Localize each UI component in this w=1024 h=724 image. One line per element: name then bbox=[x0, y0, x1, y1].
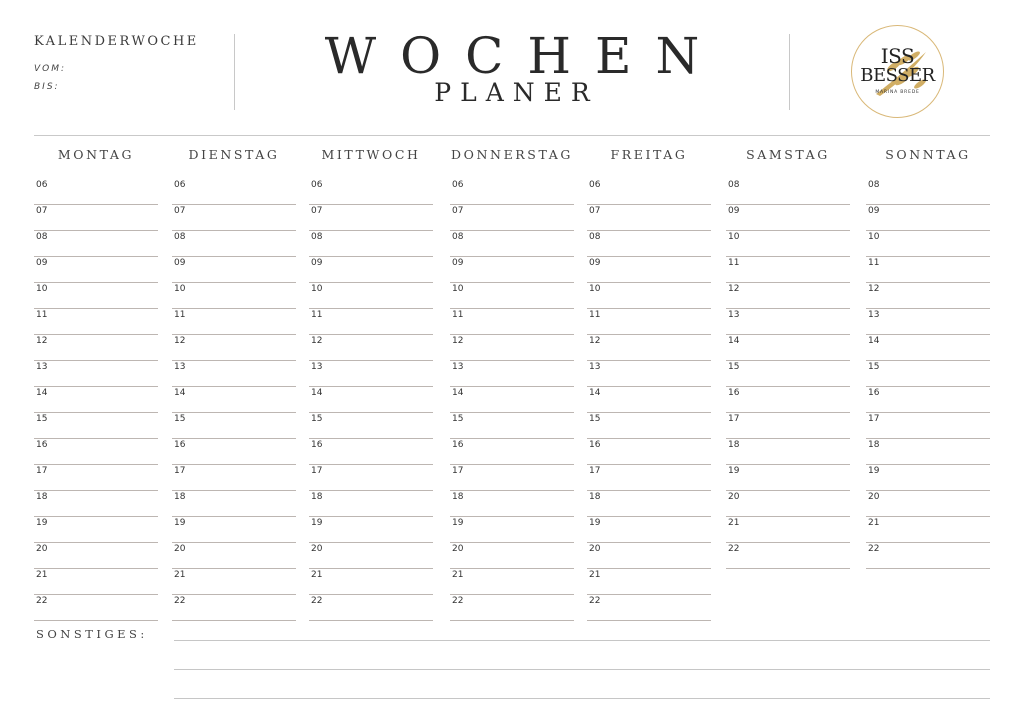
time-slot[interactable]: 16 bbox=[726, 387, 850, 413]
time-slot[interactable]: 22 bbox=[587, 595, 711, 621]
time-slot[interactable]: 16 bbox=[309, 439, 433, 465]
time-slot[interactable]: 14 bbox=[309, 387, 433, 413]
time-slot[interactable]: 15 bbox=[587, 413, 711, 439]
time-slot[interactable]: 11 bbox=[172, 309, 296, 335]
time-slot[interactable]: 06 bbox=[34, 179, 158, 205]
brand-logo bbox=[851, 25, 944, 118]
time-slot[interactable]: 09 bbox=[450, 257, 574, 283]
time-slot[interactable]: 11 bbox=[726, 257, 850, 283]
logo-brand-name: MARINA BREDE bbox=[875, 90, 920, 95]
time-slot[interactable]: 21 bbox=[172, 569, 296, 595]
time-slot[interactable]: 07 bbox=[309, 205, 433, 231]
day-column bbox=[172, 147, 296, 606]
time-slot[interactable]: 13 bbox=[172, 361, 296, 387]
time-slot[interactable]: 06 bbox=[450, 179, 574, 205]
time-slot[interactable]: 15 bbox=[172, 413, 296, 439]
calendar-week-label: KALENDERWOCHE bbox=[34, 34, 199, 49]
time-slots bbox=[309, 179, 433, 621]
day-column bbox=[726, 147, 850, 554]
time-slot[interactable]: 17 bbox=[34, 465, 158, 491]
time-slot[interactable]: 08 bbox=[172, 231, 296, 257]
time-slot[interactable]: 17 bbox=[726, 413, 850, 439]
time-slot[interactable]: 18 bbox=[34, 491, 158, 517]
day-name: DIENSTAG bbox=[188, 147, 280, 162]
day-name: SAMSTAG bbox=[746, 147, 830, 162]
day-column bbox=[34, 147, 158, 606]
time-slot[interactable]: 11 bbox=[309, 309, 433, 335]
time-slot[interactable]: 19 bbox=[866, 465, 990, 491]
time-slot[interactable]: 21 bbox=[309, 569, 433, 595]
day-name: SONNTAG bbox=[885, 147, 971, 162]
time-slot[interactable]: 15 bbox=[34, 413, 158, 439]
time-slot[interactable]: 20 bbox=[172, 543, 296, 569]
time-slot[interactable]: 19 bbox=[34, 517, 158, 543]
time-slot[interactable]: 10 bbox=[450, 283, 574, 309]
time-slot[interactable]: 15 bbox=[450, 413, 574, 439]
time-slot[interactable]: 13 bbox=[450, 361, 574, 387]
time-slot[interactable]: 16 bbox=[34, 439, 158, 465]
time-slot[interactable]: 09 bbox=[726, 205, 850, 231]
time-slot[interactable]: 10 bbox=[309, 283, 433, 309]
time-slot[interactable]: 20 bbox=[309, 543, 433, 569]
time-slot[interactable]: 11 bbox=[866, 257, 990, 283]
time-slot[interactable]: 16 bbox=[172, 439, 296, 465]
logo-line-1: ISS bbox=[880, 44, 915, 68]
time-slot[interactable]: 16 bbox=[866, 387, 990, 413]
time-slot[interactable]: 22 bbox=[34, 595, 158, 621]
time-slot[interactable]: 18 bbox=[866, 439, 990, 465]
time-slot[interactable]: 20 bbox=[450, 543, 574, 569]
time-slot[interactable]: 21 bbox=[587, 569, 711, 595]
logo-line-2: BESSER bbox=[860, 65, 935, 86]
time-slot[interactable]: 22 bbox=[726, 543, 850, 569]
time-slot[interactable]: 17 bbox=[309, 465, 433, 491]
notes-line[interactable] bbox=[174, 669, 990, 670]
page-subtitle: PLANER bbox=[434, 78, 599, 107]
page-title: WOCHEN bbox=[324, 27, 724, 85]
time-slot[interactable]: 12 bbox=[172, 335, 296, 361]
time-slot[interactable]: 16 bbox=[450, 439, 574, 465]
time-slot[interactable]: 19 bbox=[172, 517, 296, 543]
time-slot[interactable]: 11 bbox=[450, 309, 574, 335]
time-slot[interactable]: 20 bbox=[587, 543, 711, 569]
time-slot[interactable]: 20 bbox=[726, 491, 850, 517]
day-column bbox=[309, 147, 433, 606]
notes-label: SONSTIGES: bbox=[36, 627, 148, 641]
time-slot[interactable]: 10 bbox=[172, 283, 296, 309]
time-slot[interactable]: 14 bbox=[34, 387, 158, 413]
time-slot[interactable]: 17 bbox=[172, 465, 296, 491]
time-slot[interactable]: 18 bbox=[450, 491, 574, 517]
day-name: MITTWOCH bbox=[321, 147, 421, 162]
time-slot[interactable]: 10 bbox=[726, 231, 850, 257]
time-slot[interactable]: 22 bbox=[866, 543, 990, 569]
to-date-label: BIS: bbox=[34, 82, 60, 92]
time-slot[interactable]: 19 bbox=[309, 517, 433, 543]
time-slot[interactable]: 12 bbox=[866, 283, 990, 309]
time-slots bbox=[726, 179, 850, 569]
time-slot[interactable]: 06 bbox=[587, 179, 711, 205]
time-slot[interactable]: 17 bbox=[450, 465, 574, 491]
time-slot[interactable]: 10 bbox=[34, 283, 158, 309]
time-slot[interactable]: 21 bbox=[866, 517, 990, 543]
time-slot[interactable]: 15 bbox=[726, 361, 850, 387]
header-divider-left bbox=[234, 34, 235, 110]
time-slot[interactable]: 18 bbox=[587, 491, 711, 517]
time-slot[interactable]: 07 bbox=[450, 205, 574, 231]
time-slot[interactable]: 21 bbox=[34, 569, 158, 595]
time-slot[interactable]: 22 bbox=[309, 595, 433, 621]
time-slot[interactable]: 19 bbox=[450, 517, 574, 543]
time-slot[interactable]: 07 bbox=[34, 205, 158, 231]
time-slot[interactable]: 19 bbox=[726, 465, 850, 491]
time-slot[interactable]: 12 bbox=[309, 335, 433, 361]
time-slot[interactable]: 22 bbox=[450, 595, 574, 621]
time-slot[interactable]: 14 bbox=[172, 387, 296, 413]
day-name: DONNERSTAG bbox=[451, 147, 573, 162]
time-slots bbox=[172, 179, 296, 621]
time-slot[interactable]: 18 bbox=[309, 491, 433, 517]
time-slot[interactable]: 09 bbox=[309, 257, 433, 283]
time-slot[interactable]: 12 bbox=[587, 335, 711, 361]
time-slot[interactable]: 13 bbox=[726, 309, 850, 335]
time-slot[interactable]: 08 bbox=[450, 231, 574, 257]
time-slot[interactable]: 08 bbox=[726, 179, 850, 205]
notes-line[interactable] bbox=[174, 698, 990, 699]
time-slot[interactable]: 20 bbox=[34, 543, 158, 569]
time-slot[interactable]: 13 bbox=[587, 361, 711, 387]
time-slot[interactable]: 11 bbox=[587, 309, 711, 335]
time-slot[interactable]: 09 bbox=[34, 257, 158, 283]
time-slot[interactable]: 21 bbox=[726, 517, 850, 543]
time-slot[interactable]: 22 bbox=[172, 595, 296, 621]
time-slot[interactable]: 09 bbox=[172, 257, 296, 283]
time-slots bbox=[34, 179, 158, 621]
time-slots bbox=[587, 179, 711, 621]
time-slot[interactable]: 07 bbox=[587, 205, 711, 231]
day-column bbox=[450, 147, 574, 606]
time-slot[interactable]: 21 bbox=[450, 569, 574, 595]
notes-line[interactable] bbox=[174, 640, 990, 641]
time-slot[interactable]: 08 bbox=[309, 231, 433, 257]
time-slot[interactable]: 13 bbox=[866, 309, 990, 335]
header-separator bbox=[34, 135, 990, 136]
time-slot[interactable]: 15 bbox=[866, 361, 990, 387]
day-name: MONTAG bbox=[57, 147, 135, 162]
day-name: FREITAG bbox=[610, 147, 688, 162]
time-slot[interactable]: 12 bbox=[726, 283, 850, 309]
time-slot[interactable]: 08 bbox=[587, 231, 711, 257]
time-slot[interactable]: 14 bbox=[726, 335, 850, 361]
time-slot[interactable]: 10 bbox=[866, 231, 990, 257]
time-slot[interactable]: 11 bbox=[34, 309, 158, 335]
day-column bbox=[587, 147, 711, 606]
time-slot[interactable]: 09 bbox=[587, 257, 711, 283]
time-slot[interactable]: 17 bbox=[587, 465, 711, 491]
from-date-label: VOM: bbox=[34, 64, 67, 74]
time-slot[interactable]: 16 bbox=[587, 439, 711, 465]
time-slot[interactable]: 09 bbox=[866, 205, 990, 231]
header-divider-right bbox=[789, 34, 790, 110]
time-slot[interactable]: 12 bbox=[34, 335, 158, 361]
time-slot[interactable]: 19 bbox=[587, 517, 711, 543]
time-slot[interactable]: 17 bbox=[866, 413, 990, 439]
time-slot[interactable]: 14 bbox=[450, 387, 574, 413]
time-slot[interactable]: 18 bbox=[726, 439, 850, 465]
time-slot[interactable]: 12 bbox=[450, 335, 574, 361]
day-column bbox=[866, 147, 990, 554]
time-slots bbox=[866, 179, 990, 569]
time-slot[interactable]: 08 bbox=[866, 179, 990, 205]
time-slot[interactable]: 07 bbox=[172, 205, 296, 231]
time-slot[interactable]: 08 bbox=[34, 231, 158, 257]
time-slot[interactable]: 13 bbox=[34, 361, 158, 387]
time-slot[interactable]: 06 bbox=[309, 179, 433, 205]
time-slot[interactable]: 10 bbox=[587, 283, 711, 309]
time-slots bbox=[450, 179, 574, 621]
time-slot[interactable]: 06 bbox=[172, 179, 296, 205]
time-slot[interactable]: 14 bbox=[866, 335, 990, 361]
time-slot[interactable]: 14 bbox=[587, 387, 711, 413]
time-slot[interactable]: 13 bbox=[309, 361, 433, 387]
time-slot[interactable]: 15 bbox=[309, 413, 433, 439]
time-slot[interactable]: 20 bbox=[866, 491, 990, 517]
time-slot[interactable]: 18 bbox=[172, 491, 296, 517]
